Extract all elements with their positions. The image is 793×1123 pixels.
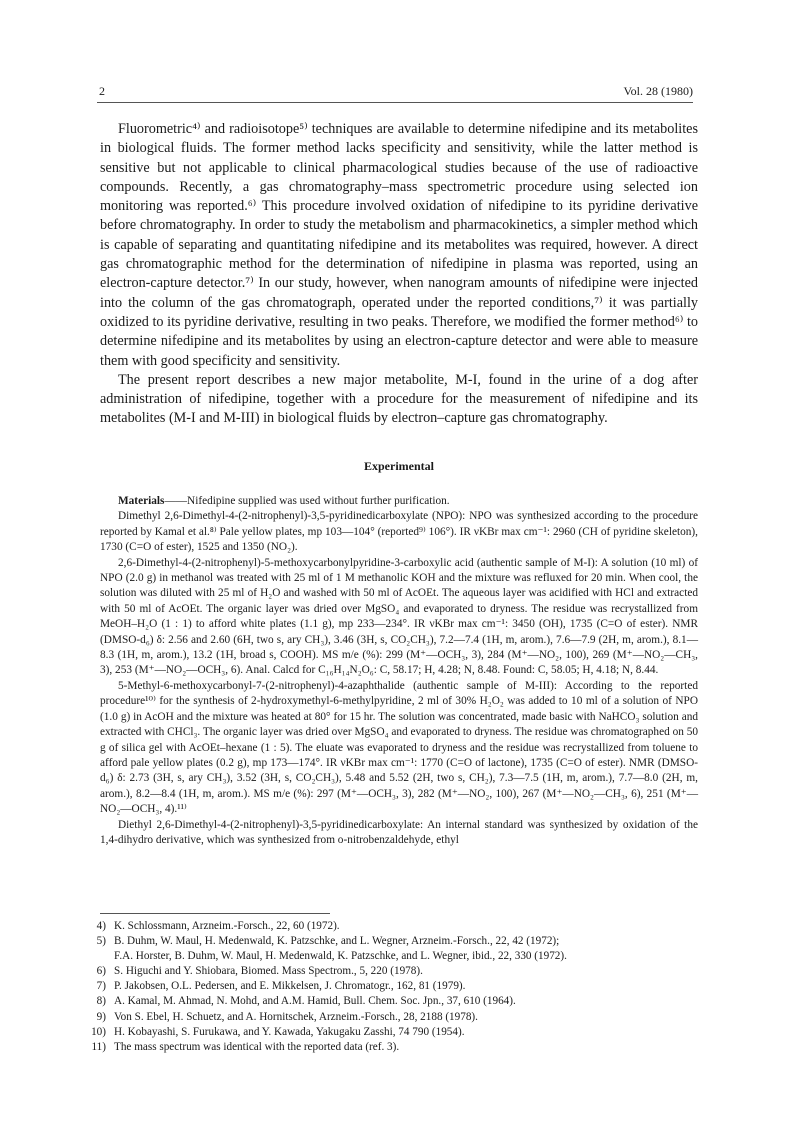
reference-number: 6) [96, 965, 106, 978]
reference-number: 7) [96, 980, 106, 993]
reference-text: H. Kobayashi, S. Furukawa, and Y. Kawada, Yakugaku Zasshi, 74 790 (1954). [114, 1025, 465, 1038]
reference-number: 11) [91, 1040, 106, 1053]
reference-text: The mass spectrum was identical with the reported data (ref. 3). [114, 1040, 400, 1053]
running-header [97, 82, 693, 103]
reference-text: P. Jakobsen, O.L. Pedersen, and E. Mikkelsen, J. Chromatogr., 162, 81 (1979). [114, 980, 466, 993]
section-title: Experimental [364, 459, 434, 473]
page-number: 2 [99, 84, 105, 98]
reference-number: 8) [96, 995, 106, 1008]
reference-number: 9) [96, 1010, 106, 1023]
reference-number: 10) [91, 1025, 106, 1038]
m3-paragraph: 5-Methyl-6-methoxycarbonyl-7-(2-nitrophenyl)-4-azaphthalide (authentic sample of M-III): According to the reported procedure¹⁰⁾ for the synthesis of 2-hydroxymethyl-6-methylpyridine, 2 ml of 30% H₂O₂ was added to 10 ml of a solution of NPO (1.0 g) in AcOH and the mixture was heated at 80° for 15 hr. The solution was concentrated, made basic with NaHCO₃ solution and extracted with CHCl₃. The organic layer was dried over MgSO₄ and evaporated to dryness. The residue was chromatographed on 50 g of silica gel with AcOEt–hexane (1 : 5). The eluate was evaporated to dryness and the residue was recrystallized from toluene to afford pale yellow plates (0.2 g), mp 173—174°. IR νKBr max cm⁻¹: 1770 (C=O of lactone), 1735 (C=O of ester). NMR (DMSO-d₆) δ: 2.73 (3H, s, ary CH₃), 3.52 (3H, s, CO₂CH₃), 5.48 and 5.52 (2H, two s, CH₂), 7.3—7.5 (1H, m, arom.), 7.7—8.0 (2H, m, arom.), 8.2—8.4 (1H, m, arom.). MS m/e (%): 297 (M⁺—OCH₃, 3), 282 (M⁺—NO₂, 100), 267 (M⁺—NO₂—CH₃, 6), 251 (M⁺—NO₂—OCH₃, 4).¹¹⁾ [100, 679, 698, 816]
reference-text: A. Kamal, M. Ahmad, N. Mohd, and A.M. Hamid, Bull. Chem. Soc. Jpn., 37, 610 (1964). [114, 995, 516, 1008]
reference-text: K. Schlossmann, Arzneim.-Forsch., 22, 60 (1972). [114, 920, 340, 932]
m1-paragraph: 2,6-Dimethyl-4-(2-nitrophenyl)-5-methoxycarbonylpyridine-3-carboxylic acid (authentic sample of M-I): A solution (10 ml) of NPO (2.0 g) in methanol was treated with 25 ml of 1 M methanolic KOH and the mixture was refluxed for 20 min. When cool, the solution was diluted with 25 ml of H₂O and washed with 50 ml of AcOEt. The aqueous layer was acidified with HCl and extracted with 50 ml of AcOEt. The organic layer was dried over MgSO₄ and evaporated to dryness. The residue was recrystallized from MeOH–H₂O (1 : 1) to afford white plates (1.1 g), mp 233—234°. IR νKBr max cm⁻¹: 3450 (OH), 1735 (C=O of ester). NMR (DMSO-d₆) δ: 2.56 and 2.60 (6H, two s, ary CH₃), 3.46 (3H, s, CO₂CH₃), 7.2—7.4 (1H, m, arom.), 7.6—7.9 (2H, m, arom.), 8.1—8.3 (1H, m, arom.), 13.2 (1H, broad s, COOH). MS m/e (%): 299 (M⁺—OCH₃, 3), 284 (M⁺—NO₂, 100), 269 (M⁺—NO₂—CH₃, 3), 253 (M⁺—NO₂—OCH₃, 6). Anal. Calcd for C₁₆H₁₄N₂O₆: C, 58.17; H, 4.28; N, 8.48. Found: C, 58.05; H, 4.18; N, 8.44. [100, 556, 698, 677]
reference-item [80, 979, 698, 994]
materials-label: Materials [118, 495, 165, 507]
materials-paragraph [100, 494, 698, 509]
reference-item [80, 1040, 698, 1055]
internal-standard-paragraph: Diethyl 2,6-Dimethyl-4-(2-nitrophenyl)-3,5-pyridinedicarboxylate: An internal standard was synthesized by oxidation of the 1,4-dihydro derivative, which was synthesized from o-nitrobenzaldehyde, ethyl [100, 818, 698, 846]
reference-text: F.A. Horster, B. Duhm, W. Maul, H. Medenwald, K. Patzschke, and L. Wegner, ibid., 22, 330 (1972). [114, 950, 567, 963]
experimental-section [100, 494, 698, 848]
footnote-divider [100, 913, 330, 914]
reference-text: S. Higuchi and Y. Shiobara, Biomed. Mass Spectrom., 5, 220 (1978). [114, 965, 423, 978]
npo-paragraph: Dimethyl 2,6-Dimethyl-4-(2-nitrophenyl)-3,5-pyridinedicarboxylate (NPO): NPO was synthesized according to the procedure reported by Kamal et al.⁸⁾ Pale yellow plates, mp 103—104° (reported⁹⁾ 106°). IR νKBr max cm⁻¹: 2960 (CH of pyridine skeleton), 1730 (C=O of ester), 1525 and 1350 (NO₂). [100, 510, 698, 554]
reference-item [80, 934, 698, 964]
reference-item [80, 919, 698, 934]
intro-paragraph-2: The present report describes a new major metabolite, M-I, found in the urine of a dog after administration of nifedipine, together with a procedure for the measurement of nifedipine and its metabolites (M-I and M-III) in biological fluids by electron–capture gas chromatography. [100, 371, 698, 427]
reference-number: 4) [96, 920, 106, 932]
intro-paragraph-1: Fluorometric⁴⁾ and radioisotope⁵⁾ techniques are available to determine nifedipine and its metabolites in biological fluids. The former method lacks specificity and sensitivity, while the latter method is sensitive but not applicable to clinical pharmacological studies because of the use of radioactive compounds. Recently, a gas chromatography–mass spectrometric procedure using selected ion monitoring was reported.⁶⁾ This procedure involved oxidation of nifedipine to its pyridine derivative before chromatography. In order to study the metabolism and pharmacokinetics, a simpler method which is capable of separating and quantitating nifedipine and its metabolites was required, however. A direct gas chromatographic method for the determination of nifedipine in plasma was reported, using an electron-capture detector.⁷⁾ In our study, however, when nanogram amounts of nifedipine were injected into the column of the gas chromatograph, operated under the reported conditions,⁷⁾ it was partially oxidized to its pyridine derivative, resulting in two peaks. Therefore, we modified the former method⁶⁾ to determine nifedipine and its metabolites by using an electron-capture detector and were able to measure them with good specificity and sensitivity. [100, 121, 698, 369]
reference-item [80, 964, 698, 979]
reference-text: Von S. Ebel, H. Schuetz, and A. Hornitschek, Arzneim.-Forsch., 28, 2188 (1978). [114, 1010, 478, 1023]
reference-item [80, 1025, 698, 1040]
reference-text: B. Duhm, W. Maul, H. Medenwald, K. Patzschke, and L. Wegner, Arzneim.-Forsch., 22, 42 (1972); [114, 935, 560, 948]
references-list [80, 919, 698, 1055]
reference-item [80, 1010, 698, 1025]
materials-text: ——Nifedipine supplied was used without further purification. [164, 495, 450, 507]
introduction [100, 120, 698, 429]
volume-label: Vol. 28 (1980) [623, 84, 693, 98]
reference-number: 5) [96, 935, 106, 948]
reference-item [80, 994, 698, 1009]
